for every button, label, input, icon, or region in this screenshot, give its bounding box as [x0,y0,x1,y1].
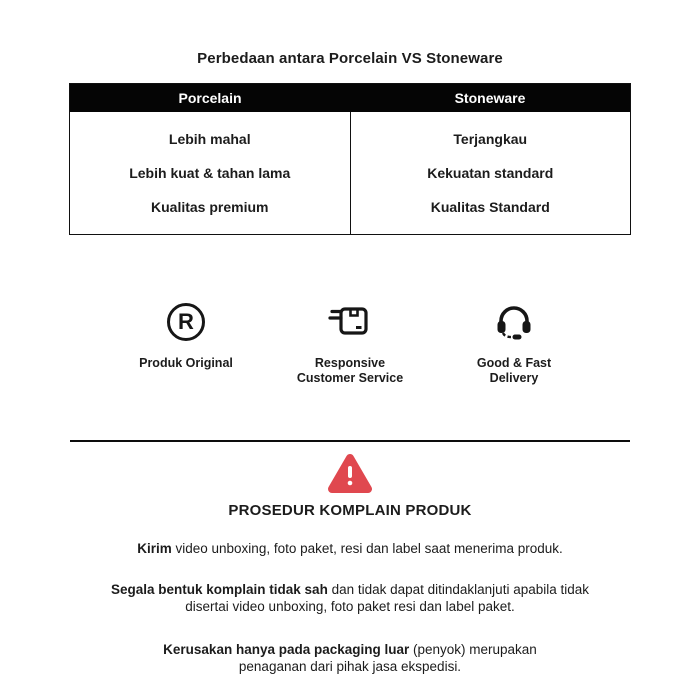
porcelain-column [70,112,351,234]
table-cell: Kualitas Standard [430,199,550,215]
feature-delivery [438,301,590,386]
comparison-table-body [70,112,630,234]
feature-label: Responsive Customer Service [296,356,404,385]
column-header-porcelain: Porcelain [178,90,242,106]
shipping-box-icon [328,301,372,343]
table-cell: Kekuatan standard [427,165,554,181]
feature-customer-service [274,301,426,386]
complaint-paragraph: Kerusakan hanya pada packaging luar (penyok) merupakan penaganan dari pihak jasa ekspedisi. [163,642,537,674]
comparison-table [69,83,631,235]
table-cell: Kualitas premium [151,199,269,215]
complaint-paragraph: Kirim video unboxing, foto paket, resi dan label saat menerima produk. [137,541,563,556]
feature-label: Produk Original [139,356,233,370]
table-cell: Terjangkau [453,131,528,147]
headset-icon [492,301,536,343]
complaint-section-heading: PROSEDUR KOMPLAIN PRODUK [228,502,472,519]
feature-badges-row [0,301,700,386]
section-divider [70,440,630,442]
table-cell: Lebih mahal [168,131,251,147]
table-cell: Lebih kuat & tahan lama [129,165,291,181]
warning-triangle-icon [0,453,700,493]
page-title: Perbedaan antara Porcelain VS Stoneware [197,50,503,67]
column-header-stoneware: Stoneware [454,90,526,106]
registered-trademark-icon: R [167,301,205,343]
stoneware-column [351,112,631,234]
feature-label: Good & Fast Delivery [476,356,552,385]
complaint-paragraph: Segala bentuk komplain tidak sah dan tidak dapat ditindaklanjuti apabila tidak disertai video unboxing, foto paket resi dan label paket. [111,582,589,614]
comparison-table-header [70,84,630,112]
feature-original-product [110,301,262,386]
